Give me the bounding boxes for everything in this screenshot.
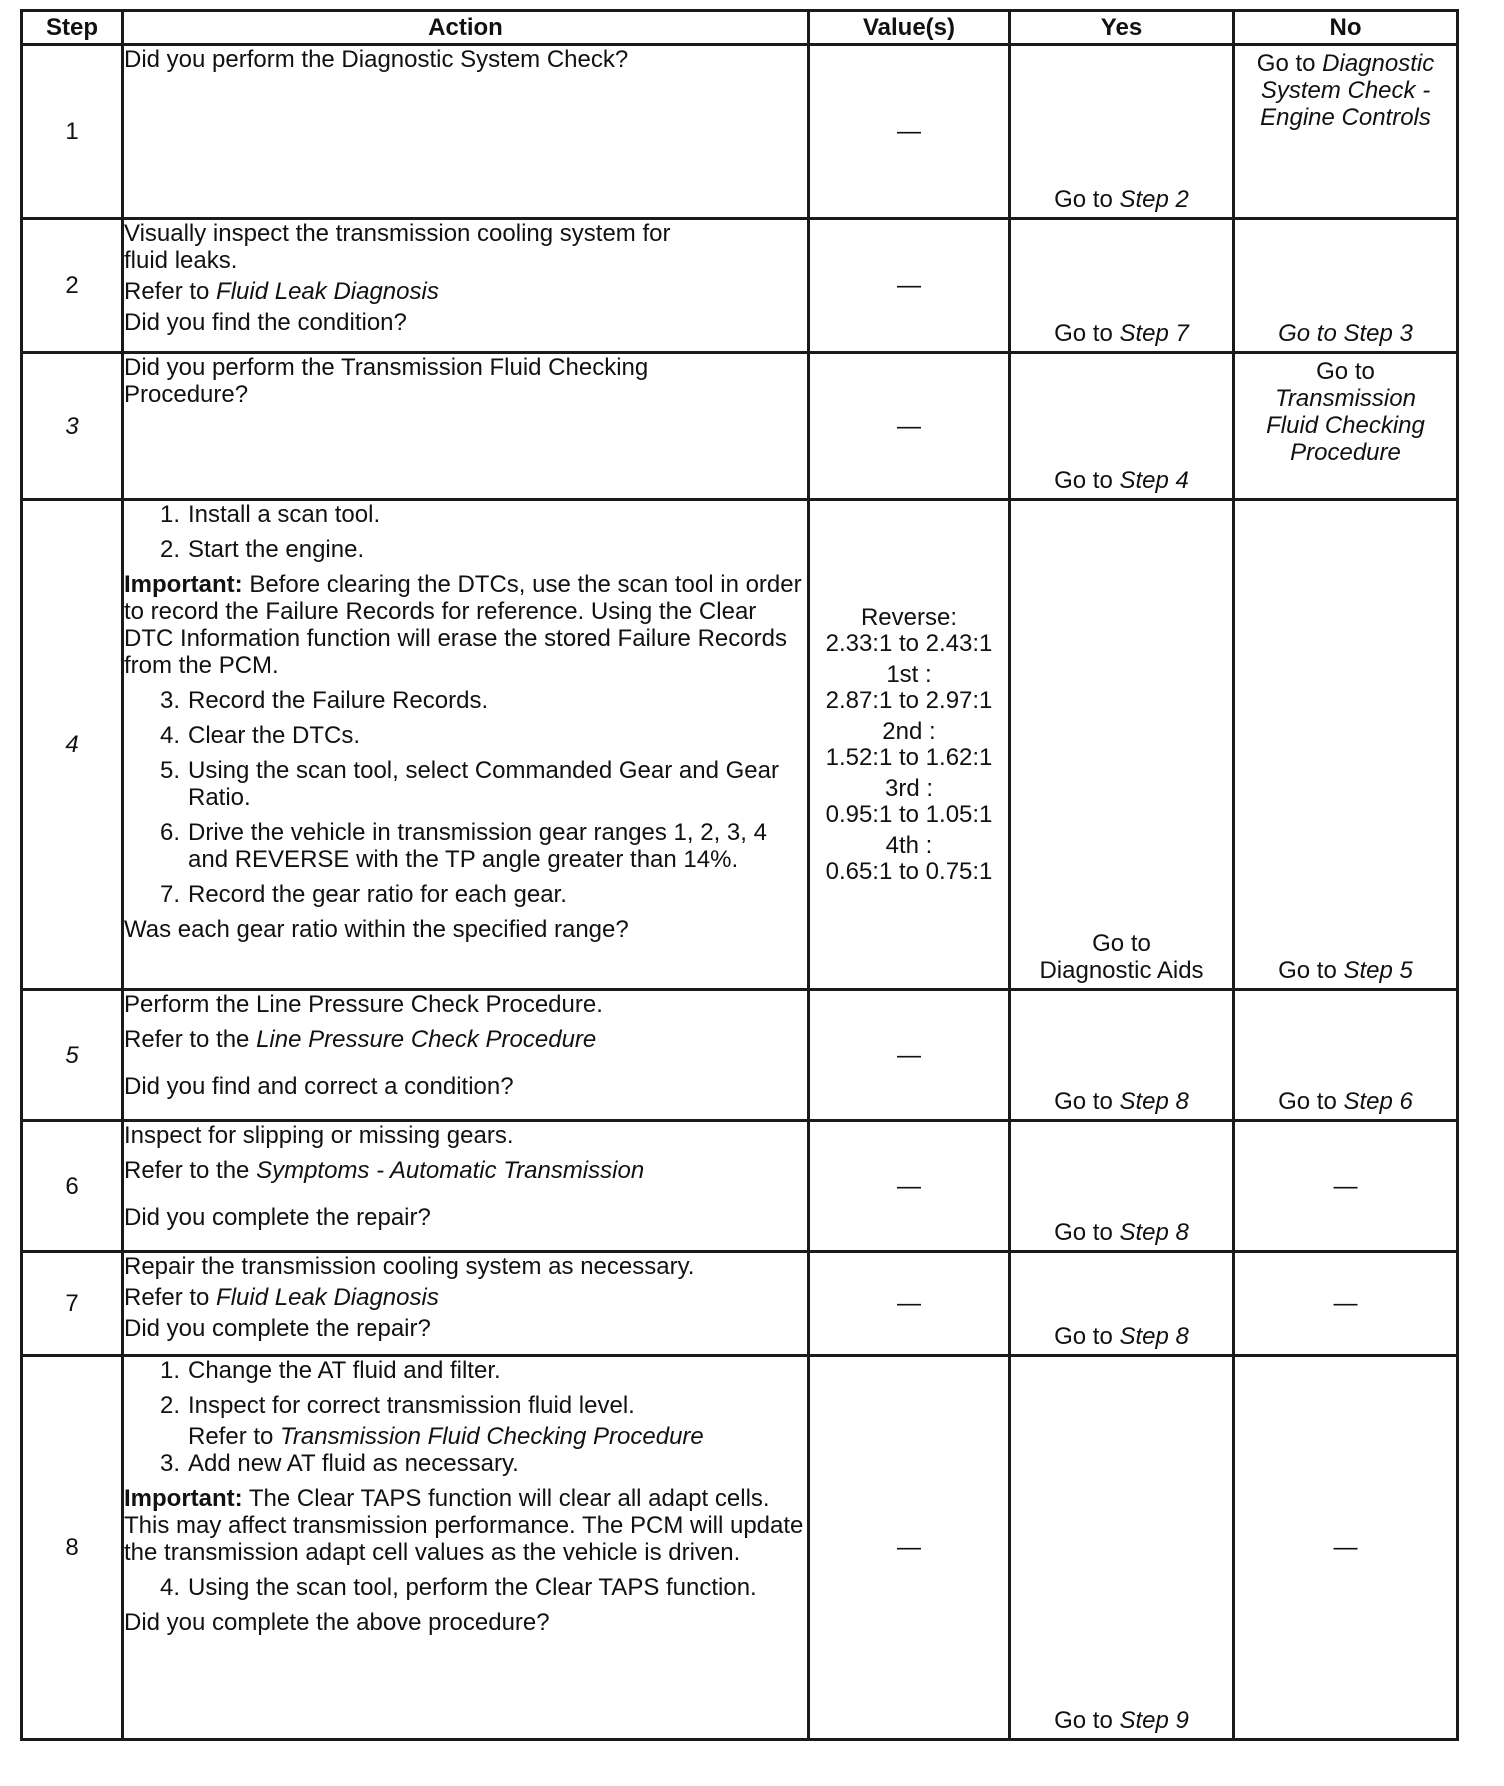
action-cell: [123, 500, 809, 990]
table-row: [22, 219, 1458, 353]
yes-cell: Go to Diagnostic Aids: [1010, 500, 1234, 990]
reference-link[interactable]: Fluid Leak Diagnosis: [216, 1284, 439, 1311]
goto-link[interactable]: Diagnostic: [1322, 50, 1435, 77]
goto-link[interactable]: Step 8: [1119, 1219, 1189, 1246]
step-number: 7: [22, 1252, 123, 1356]
list-item: 1. Install a scan tool.: [159, 501, 381, 528]
goto-link[interactable]: Transmission: [1275, 385, 1416, 412]
list-item: 7. Record the gear ratio for each gear.: [159, 881, 567, 908]
yes-cell: Go to Step 4: [1010, 353, 1234, 500]
yes-cell: Go to Step 8: [1010, 1252, 1234, 1356]
list-item: 3. Add new AT fluid as necessary.: [159, 1450, 519, 1477]
action-question: Did you complete the above procedure?: [124, 1609, 550, 1636]
diagnostic-table: [20, 9, 1459, 1741]
reference-link[interactable]: Line Pressure Check Procedure: [256, 1026, 597, 1053]
table-row: [22, 45, 1458, 219]
goto-link[interactable]: Step 6: [1343, 1088, 1413, 1115]
no-cell: —: [1234, 1121, 1458, 1252]
action-cell: Inspect for slipping or missing gears. Refer to the Symptoms - Automatic Transmission Did you complete the repair?: [123, 1121, 809, 1252]
step-number: 1: [22, 45, 123, 219]
step-number: 6: [22, 1121, 123, 1252]
no-cell: [1234, 219, 1458, 353]
goto-link[interactable]: Step 7: [1119, 320, 1189, 347]
table-row: [22, 990, 1458, 1121]
action-cell: [123, 45, 809, 219]
table-row: [22, 1356, 1458, 1740]
action-cell: 1. Change the AT fluid and filter. 2. Inspect for correct transmission fluid level. Refer to Transmission Fluid Checking Procedure 3. Add new AT fluid as necessary. Important: The Clear TAPS function will clear all adapt cells. This may affect transmission performance. The PCM will update the transmission adapt cell values as the vehicle is driven. 4. Using the scan tool, perform the Clear TAPS function. Did you complete the above procedure?: [123, 1356, 809, 1740]
action-cell: Visually inspect the transmission cooling system for fluid leaks. Refer to Fluid Leak Diagnosis Did you find the condition?: [123, 219, 809, 353]
reference-link[interactable]: Symptoms - Automatic Transmission: [256, 1157, 645, 1184]
value-cell: —: [809, 1356, 1010, 1740]
value-cell: —: [809, 45, 1010, 219]
value-cell: —: [809, 353, 1010, 500]
step-number: 3: [22, 353, 123, 500]
value-cell: —: [809, 990, 1010, 1121]
action-cell: Did you perform the Transmission Fluid Checking Procedure?: [123, 353, 809, 500]
list-item: 3. Record the Failure Records.: [159, 687, 489, 714]
important-note: Important: Before clearing the DTCs, use the scan tool in order to record the Failure Records for reference. Using the Clear DTC Information function will erase the stored Failure Records from the PCM.: [124, 571, 802, 679]
table-row: [22, 1121, 1458, 1252]
action-cell: Repair the transmission cooling system as necessary. Refer to Fluid Leak Diagnosis Did you complete the repair?: [123, 1252, 809, 1356]
goto-link[interactable]: Go to Step 3: [1278, 320, 1413, 347]
reference-link[interactable]: Transmission Fluid Checking Procedure: [280, 1423, 704, 1450]
goto-link[interactable]: Diagnostic Aids: [1039, 957, 1204, 984]
table-row: [22, 1252, 1458, 1356]
value-cell: —: [809, 1252, 1010, 1356]
goto-link[interactable]: Step 5: [1343, 957, 1413, 984]
goto-text: Go to: [1256, 50, 1316, 77]
list-item: 4. Clear the DTCs.: [159, 722, 361, 749]
yes-cell: Go to Step 8: [1010, 1121, 1234, 1252]
value-cell: —: [809, 1121, 1010, 1252]
header-no: No: [1234, 11, 1458, 45]
yes-cell: Go to Step 7: [1010, 219, 1234, 353]
value-cell: [809, 500, 1010, 990]
goto-link-cont[interactable]: System Check -: [1260, 77, 1431, 104]
no-cell: —: [1234, 1356, 1458, 1740]
step-number: 8: [22, 1356, 123, 1740]
action-question: Did you find the condition?: [124, 309, 407, 336]
header-yes: Yes: [1010, 11, 1234, 45]
goto-link[interactable]: Step 2: [1119, 186, 1189, 213]
action-question: Did you complete the repair?: [124, 1204, 431, 1231]
goto-link[interactable]: Step 9: [1119, 1707, 1189, 1734]
goto-link[interactable]: Step 8: [1119, 1323, 1189, 1350]
goto-link[interactable]: Step 8: [1119, 1088, 1189, 1115]
goto-link-cont[interactable]: Engine Controls: [1260, 104, 1431, 131]
yes-cell: Go to Step 8: [1010, 990, 1234, 1121]
yes-cell: [1010, 45, 1234, 219]
header-action: Action: [123, 11, 809, 45]
action-question: Did you find and correct a condition?: [124, 1073, 514, 1100]
action-question: Was each gear ratio within the specified range?: [124, 916, 629, 943]
step-number: 5: [22, 990, 123, 1121]
step-number: 2: [22, 219, 123, 353]
no-cell: —: [1234, 1252, 1458, 1356]
list-item: 4. Using the scan tool, perform the Clear TAPS function.: [159, 1574, 757, 1601]
no-cell: Go to Step 5: [1234, 500, 1458, 990]
header-step: Step: [22, 11, 123, 45]
action-question: Did you perform the Diagnostic System Check?: [124, 46, 629, 73]
list-item: 2. Start the engine.: [159, 536, 365, 563]
list-item: 2. Inspect for correct transmission fluid level.: [159, 1392, 635, 1419]
table-row: [22, 500, 1458, 990]
no-cell: Go to Transmission Fluid Checking Procedure: [1234, 353, 1458, 500]
step-number: 4: [22, 500, 123, 990]
header-row: [22, 11, 1458, 45]
no-cell: Go to Step 6: [1234, 990, 1458, 1121]
list-item: 1. Change the AT fluid and filter.: [159, 1357, 501, 1384]
list-item: 5. Using the scan tool, select Commanded Gear and Gear Ratio.: [159, 757, 779, 811]
header-values: Value(s): [809, 11, 1010, 45]
yes-cell: Go to Step 9: [1010, 1356, 1234, 1740]
table-row: [22, 353, 1458, 500]
gear-ratio-list: Reverse: 2.33:1 to 2.43:1 1st : 2.87:1 to 2.97:1 2nd : 1.52:1 to 1.62:1 3rd : 0.95:1 to 1.05:1 4th : 0.65:1 to 0.75:1: [825, 603, 993, 885]
value-cell: —: [809, 219, 1010, 353]
list-item: 6. Drive the vehicle in transmission gear ranges 1, 2, 3, 4 and REVERSE with the TP angle greater than 14%.: [159, 819, 767, 873]
action-cell: Perform the Line Pressure Check Procedure. Refer to the Line Pressure Check Procedure Did you find and correct a condition?: [123, 990, 809, 1121]
action-question: Did you complete the repair?: [124, 1315, 431, 1342]
important-note: Important: The Clear TAPS function will clear all adapt cells. This may affect transmission performance. The PCM will update the transmission adapt cell values as the vehicle is driven.: [124, 1485, 804, 1566]
reference-link[interactable]: Fluid Leak Diagnosis: [216, 278, 439, 305]
goto-link[interactable]: Step 4: [1119, 467, 1189, 494]
no-cell: [1234, 45, 1458, 219]
goto-text: Go to: [1054, 186, 1113, 213]
